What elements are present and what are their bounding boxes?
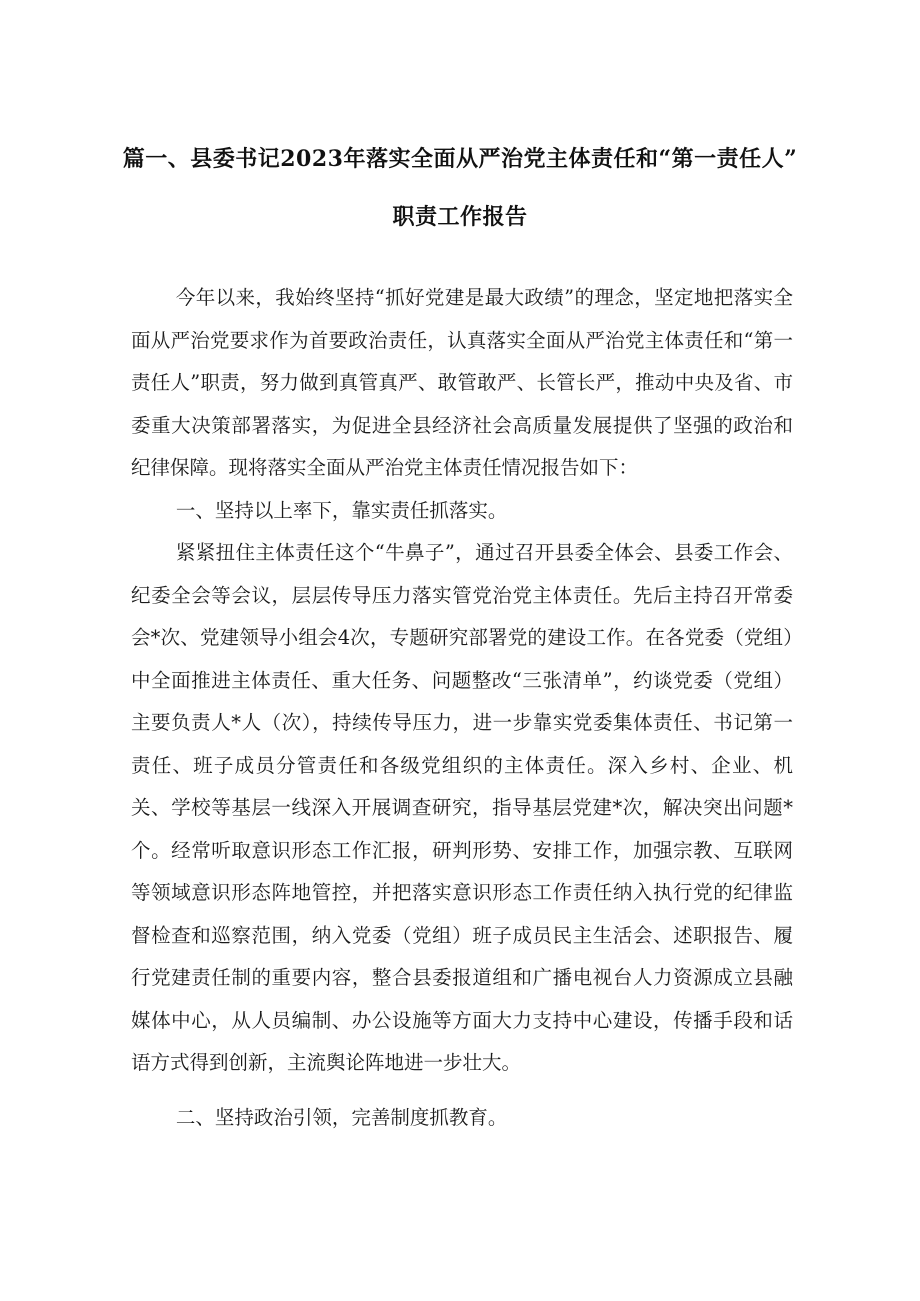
- document-title-line-2: 职责工作报告: [392, 204, 528, 230]
- section-heading-1: 一、坚持以上率下，靠实责任抓落实。: [175, 498, 508, 522]
- paragraph-intro: 今年以来，我始终坚持“抓好党建是最大政绩”的理念，坚定地把落实全面从严治党要求作为首要政治责任，认真落实全面从严治党主体责任和“第一责任人”职责，努力做到真管真严、敢管敢严、长管长严，推动中央及省、市委重大决策部署落实，为促进全县经济社会高质量发展提供了坚强的政治和纪律保障。现将落实全面从严治党主体责任情况报告如下：: [131, 286, 793, 479]
- document-body: [131, 277, 793, 1139]
- section-heading-2: 二、坚持政治引领，完善制度抓教育。: [175, 1105, 508, 1129]
- paragraph-section-1: 紧紧扭住主体责任这个“牛鼻子”，通过召开县委全体会、县委工作会、纪委全会等会议，层层传导压力落实管党治党主体责任。先后主持召开常委会*次、党建领导小组会4次，专题研究部署党的建设工作。在各党委（党组）中全面推进主体责任、重大任务、问题整改“三张清单”，约谈党委（党组）主要负责人*人（次），持续传导压力，进一步靠实党委集体责任、书记第一责任、班子成员分管责任和各级党组织的主体责任。深入乡村、企业、机关、学校等基层一线深入开展调查研究，指导基层党建*次，解决突出问题*个。经常听取意识形态工作汇报，研判形势、安排工作，加强宗教、互联网等领域意识形态阵地管控，并把落实意识形态工作责任纳入执行党的纪律监督检查和巡察范围，纳入党委（党组）班子成员民主生活会、述职报告、履行党建责任制的重要内容，整合县委报道组和广播电视台人力资源成立县融媒体中心，从人员编制、办公设施等方面大力支持中心建设，传播手段和话语方式得到创新，主流舆论阵地进一步壮大。: [131, 541, 793, 1074]
- document-title-line-1: 篇一、县委书记2023年落实全面从严治党主体责任和“第一责任人”: [122, 146, 798, 172]
